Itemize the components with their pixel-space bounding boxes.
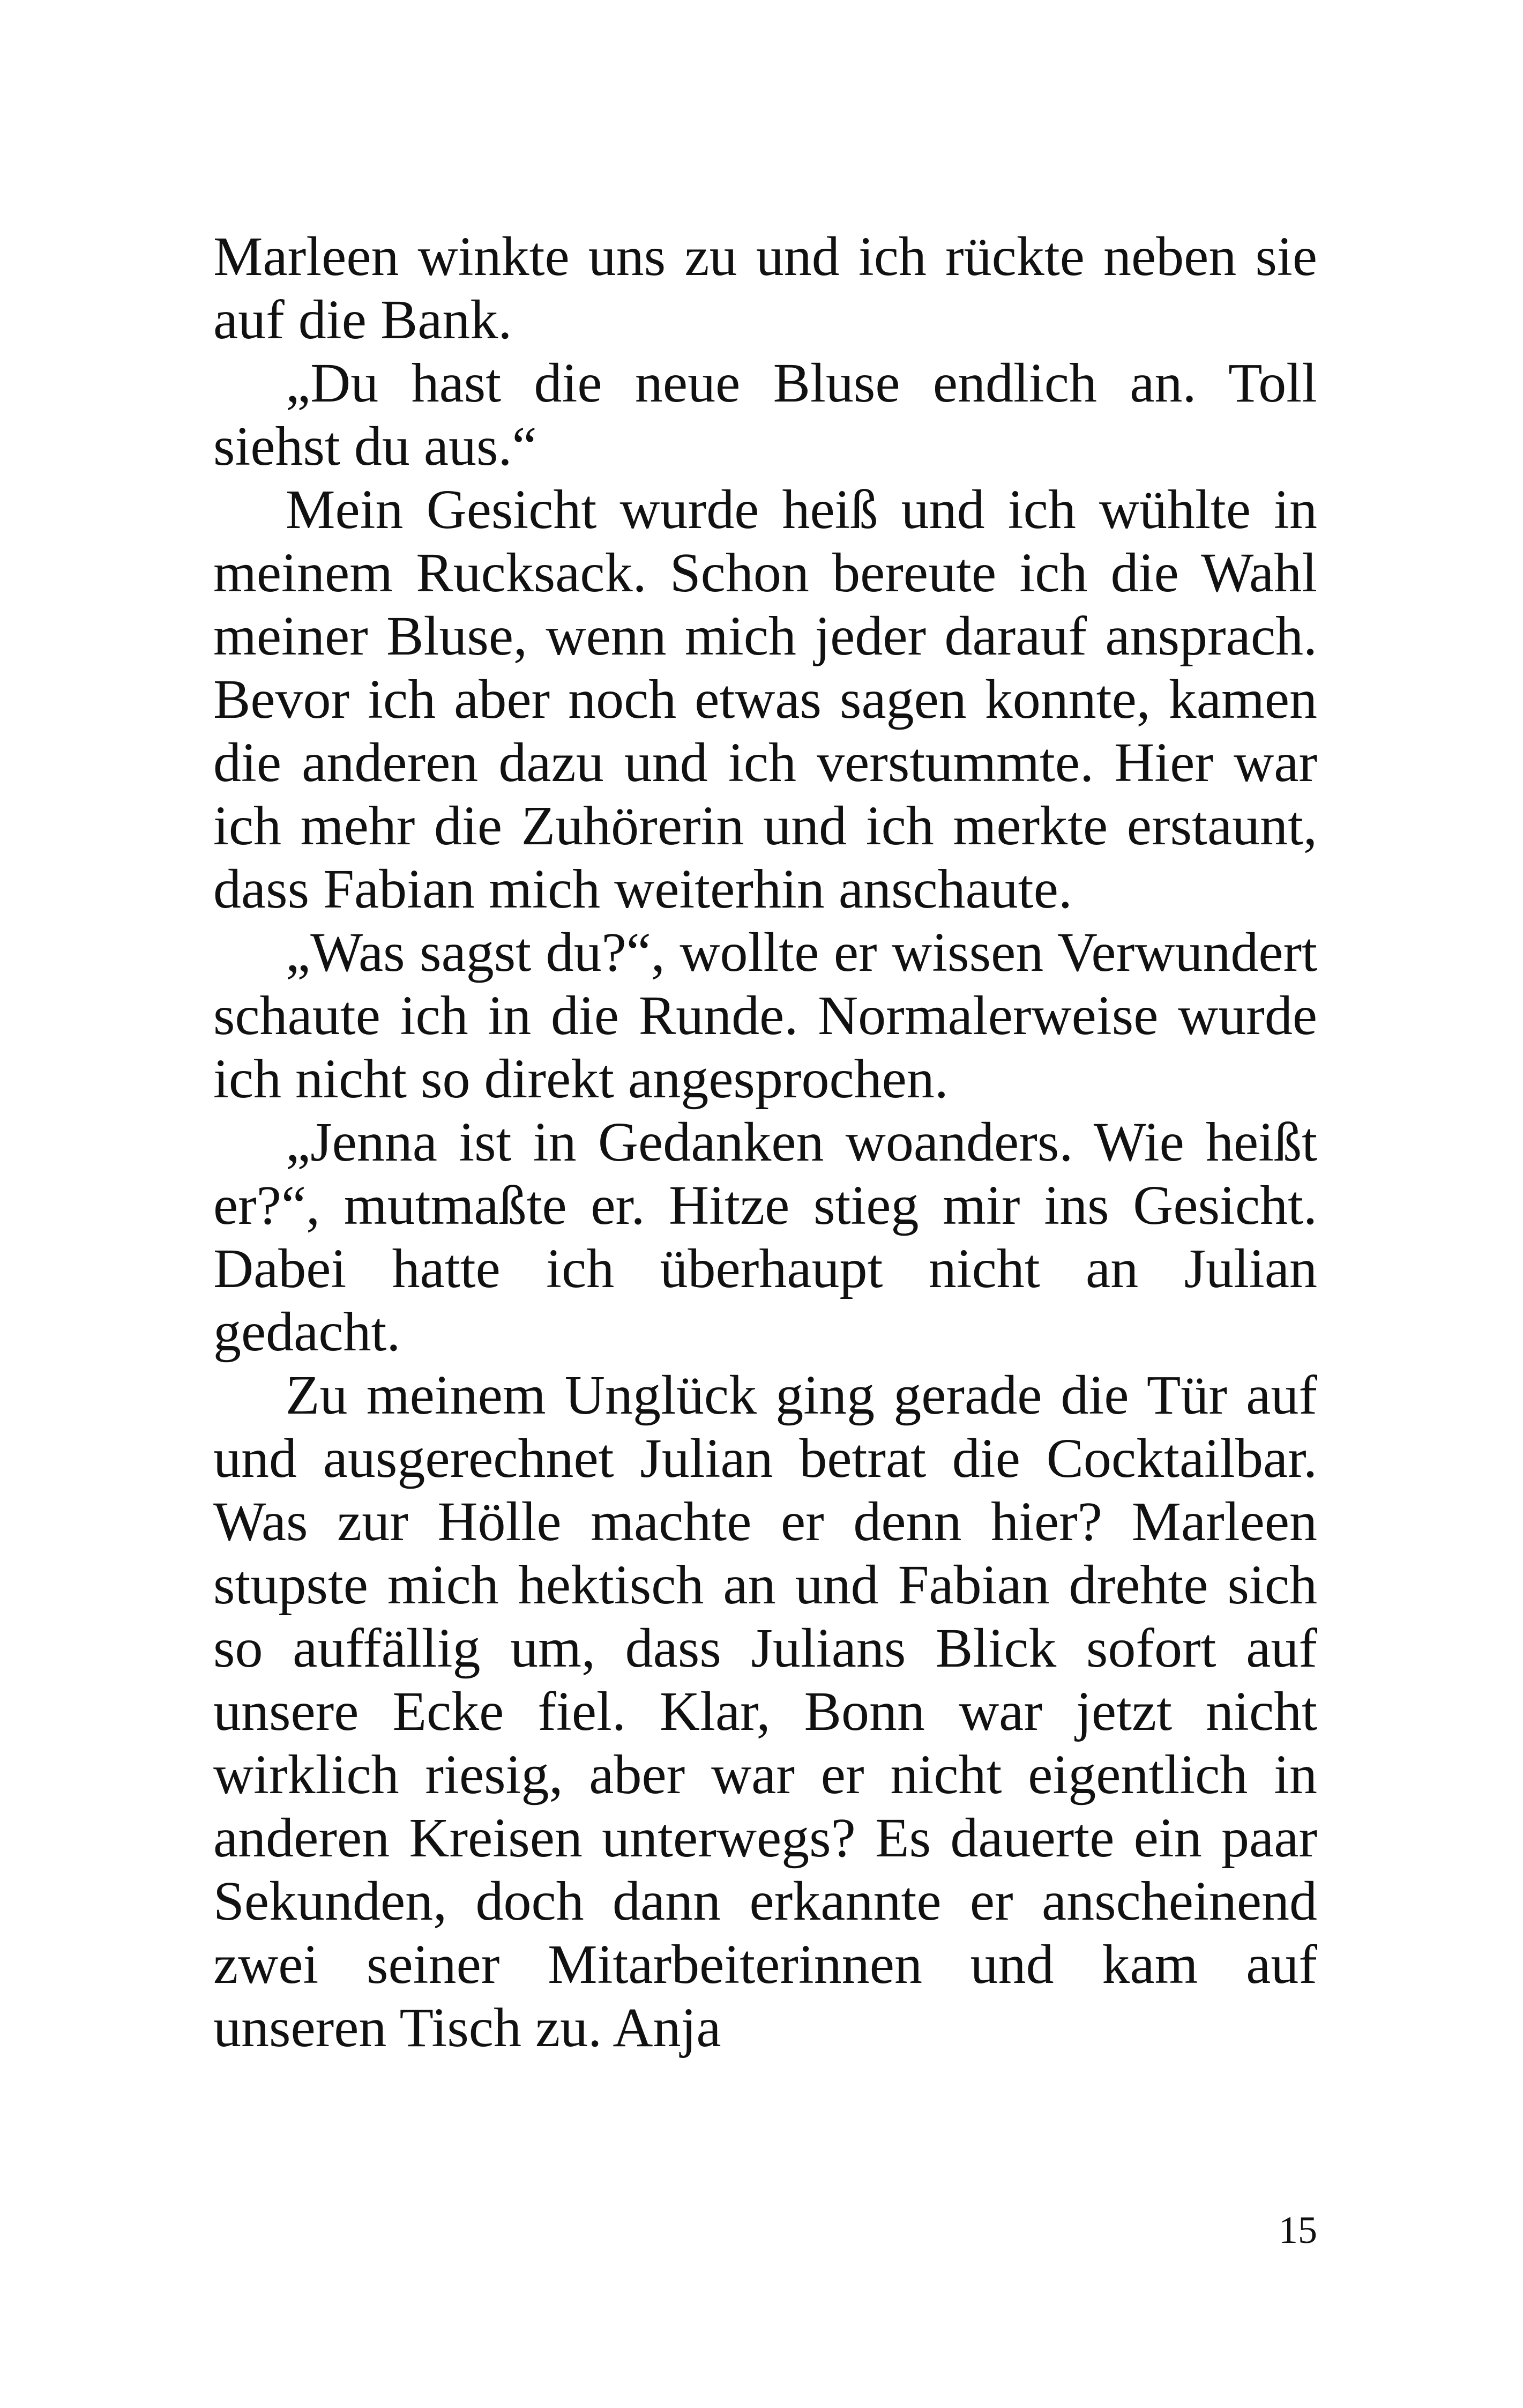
- paragraph: Mein Gesicht wurde heiß und ich wühlte in meinem Rucksack. Schon bereute ich die Wahl meiner Bluse, wenn mich jeder darauf ansprach. Bevor ich aber noch etwas sagen konnte, kamen die anderen dazu und ich verstummte. Hier war ich mehr die Zuhörerin und ich merkte erstaunt, dass Fabian mich weiterhin anschaute.: [213, 479, 1317, 920]
- paragraph: „Du hast die neue Bluse endlich an. Toll siehst du aus.“: [213, 352, 1317, 477]
- body-text: [213, 225, 1317, 2060]
- paragraph: Marleen winkte uns zu und ich rückte neben sie auf die Bank.: [213, 226, 1317, 351]
- page-number: 15: [1279, 2209, 1317, 2251]
- paragraph: „Was sagst du?“, wollte er wissen Verwundert schaute ich in die Runde. Normalerweise wurde ich nicht so direkt angesprochen.: [213, 921, 1317, 1110]
- paragraph: Zu meinem Unglück ging gerade die Tür auf und ausgerechnet Julian betrat die Cocktailbar. Was zur Hölle machte er denn hier? Marleen stupste mich hektisch an und Fabian drehte sich so auffällig um, dass Julians Blick sofort auf unsere Ecke fiel. Klar, Bonn war jetzt nicht wirklich riesig, aber war er nicht eigentlich in anderen Kreisen unterwegs? Es dauerte ein paar Sekunden, doch dann erkannte er anscheinend zwei seiner Mitarbeiterinnen und kam auf unseren Tisch zu. Anja: [213, 1364, 1317, 2058]
- paragraph: „Jenna ist in Gedanken woanders. Wie heißt er?“, mutmaßte er. Hitze stieg mir ins Gesicht. Dabei hatte ich überhaupt nicht an Julian gedacht.: [213, 1111, 1317, 1363]
